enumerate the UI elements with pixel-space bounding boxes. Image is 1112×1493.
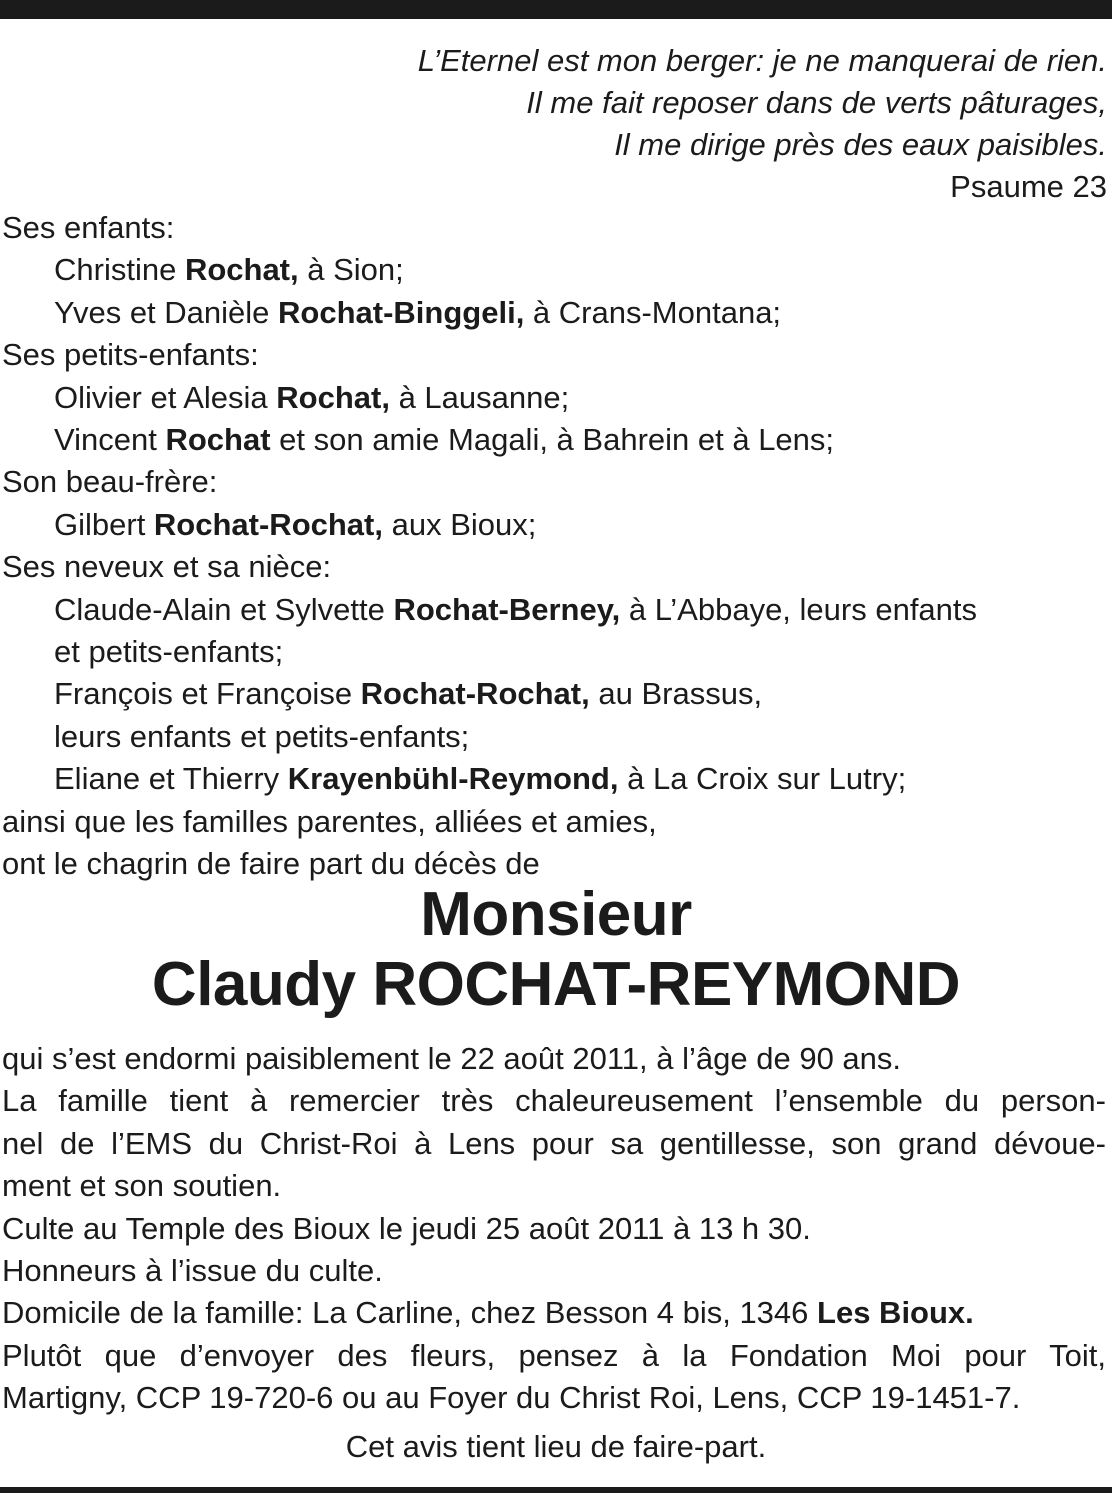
bottom-rule bbox=[0, 1487, 1112, 1493]
entry-names: François et Françoise bbox=[54, 676, 361, 712]
donation-line: Plutôt que d’envoyer des fleurs, pensez à la Fondation Moi pour Toit, bbox=[2, 1337, 1106, 1373]
entry-names: Olivier et Alesia bbox=[54, 379, 277, 415]
entry-names: Eliane et Thierry bbox=[54, 761, 288, 797]
family-entry bbox=[2, 589, 1107, 631]
entry-place: aux Bioux; bbox=[383, 506, 537, 542]
deceased-title: Monsieur bbox=[420, 880, 692, 949]
psalm-line: L’Eternel est mon berger: je ne manquerai de rien. bbox=[417, 43, 1107, 78]
closing-line: ainsi que les familles parentes, alliées et amies, bbox=[2, 803, 657, 839]
family-entry-continuation: et petits-enfants; bbox=[54, 634, 284, 670]
entry-names: Claude-Alain et Sylvette bbox=[54, 591, 394, 627]
entry-surname: Rochat-Rochat, bbox=[153, 506, 383, 542]
closing-line: ont le chagrin de faire part du décès de bbox=[2, 846, 540, 882]
donation-line: Martigny, CCP 19-720-6 ou au Foyer du Christ Roi, Lens, CCP 19-1451-7. bbox=[2, 1380, 1021, 1416]
family-entry bbox=[2, 758, 1107, 800]
entry-surname: Rochat, bbox=[276, 379, 390, 415]
notice-body bbox=[2, 1038, 1106, 1420]
family-entry-continuation: leurs enfants et petits-enfants; bbox=[54, 718, 470, 754]
family-entry bbox=[2, 377, 1107, 419]
psalm-source: Psaume 23 bbox=[950, 169, 1107, 204]
family-list bbox=[2, 207, 1107, 886]
family-entry bbox=[2, 249, 1107, 291]
grandchildren-heading: Ses petits-enfants: bbox=[2, 337, 259, 373]
deceased-name: Claudy ROCHAT-REYMOND bbox=[151, 950, 961, 1019]
nephews-heading: Ses neveux et sa nièce: bbox=[2, 549, 332, 585]
entry-surname: Rochat, bbox=[184, 252, 299, 288]
entry-place: à Crans-Montana; bbox=[524, 294, 782, 330]
family-entry bbox=[2, 504, 1107, 546]
entry-names: Yves et Danièle bbox=[54, 294, 279, 330]
domicile-address: Domicile de la famille: La Carline, chez Besson 4 bis, 1346 bbox=[2, 1295, 818, 1331]
psalm-line: Il me fait reposer dans de verts pâturages, bbox=[526, 85, 1107, 120]
entry-names: Christine bbox=[54, 252, 185, 288]
entry-place: à La Croix sur Lutry; bbox=[618, 761, 907, 797]
psalm-quote bbox=[418, 40, 1107, 208]
family-entry bbox=[2, 419, 1107, 461]
footer-note: Cet avis tient lieu de faire-part. bbox=[345, 1429, 767, 1464]
entry-place: et son amie Magali, à Bahrein et à Lens; bbox=[270, 422, 835, 458]
brother-in-law-heading: Son beau-frère: bbox=[2, 464, 218, 500]
passing-line: qui s’est endormi paisiblement le 22 août 2011, à l’âge de 90 ans. bbox=[2, 1041, 902, 1076]
entry-surname: Rochat-Berney, bbox=[393, 591, 621, 627]
family-entry bbox=[2, 673, 1107, 715]
entry-surname: Rochat bbox=[165, 422, 271, 458]
entry-names: Vincent bbox=[54, 422, 166, 458]
entry-place: à L’Abbaye, leurs enfants bbox=[620, 591, 978, 627]
deceased-block bbox=[0, 880, 1112, 1020]
children-heading: Ses enfants: bbox=[2, 210, 175, 245]
entry-place: à Lausanne; bbox=[389, 379, 570, 415]
thanks-line: La famille tient à remercier très chaleureusement l’ensemble du person- bbox=[2, 1083, 1106, 1119]
top-rule bbox=[0, 0, 1112, 19]
entry-surname: Krayenbühl-Reymond, bbox=[287, 761, 619, 797]
family-entry bbox=[2, 292, 1107, 334]
psalm-line: Il me dirige près des eaux paisibles. bbox=[614, 127, 1107, 162]
entry-surname: Rochat-Binggeli, bbox=[278, 294, 525, 330]
thanks-line: ment et son soutien. bbox=[2, 1168, 282, 1204]
domicile-place: Les Bioux. bbox=[817, 1295, 974, 1331]
service-line: Culte au Temple des Bioux le jeudi 25 août 2011 à 13 h 30. bbox=[2, 1210, 811, 1246]
entry-surname: Rochat-Rochat, bbox=[360, 676, 590, 712]
domicile-line bbox=[2, 1292, 1106, 1334]
entry-place: à Sion; bbox=[298, 252, 404, 288]
honours-line: Honneurs à l’issue du culte. bbox=[2, 1253, 383, 1289]
entry-place: au Brassus, bbox=[589, 676, 763, 712]
entry-names: Gilbert bbox=[54, 506, 154, 542]
thanks-line: nel de l’EMS du Christ-Roi à Lens pour sa gentillesse, son grand dévoue- bbox=[2, 1125, 1106, 1161]
